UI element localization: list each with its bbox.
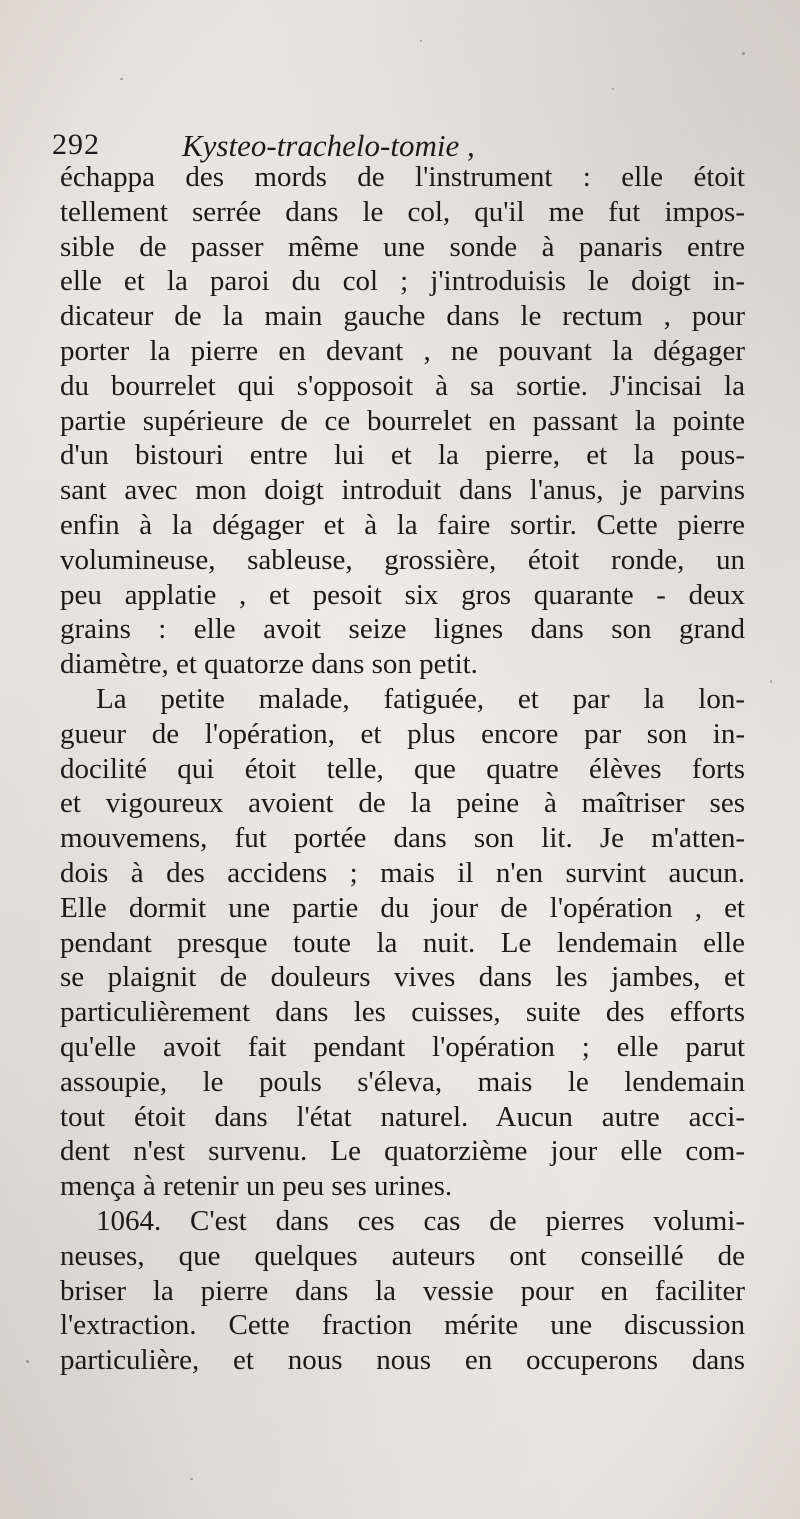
text-line: se plaignit de douleurs vives dans les jambes, et	[60, 961, 745, 994]
text-line: dicateur de la main gauche dans le rectum , pour	[60, 300, 745, 333]
body-text	[60, 160, 745, 1378]
text-line: La petite malade, fatiguée, et par la lon-	[96, 682, 745, 715]
text-line: qu'elle avoit fait pendant l'opération ; elle parut	[60, 1030, 745, 1063]
text-line: et vigoureux avoient de la peine à maîtriser ses	[60, 787, 745, 820]
paper-speck	[770, 680, 772, 683]
text-line: dent n'est survenu. Le quatorzième jour elle com-	[60, 1135, 745, 1168]
running-head: Kysteo-trachelo-tomie ,	[182, 128, 475, 163]
text-line: Elle dormit une partie du jour de l'opération , et	[60, 891, 745, 924]
text-line: volumineuse, sableuse, grossière, étoit ronde, un	[60, 543, 745, 576]
paper-speck	[120, 78, 123, 80]
text-line: 1064. C'est dans ces cas de pierres volumi-	[96, 1204, 745, 1237]
paper-speck	[742, 52, 745, 55]
paper-speck	[26, 1360, 29, 1363]
text-line: l'extraction. Cette fraction mérite une discussion	[60, 1309, 745, 1342]
text-line: peu applatie , et pesoit six gros quarante - deux	[60, 578, 745, 611]
text-line: grains : elle avoit seize lignes dans son grand	[60, 613, 745, 646]
text-line: docilité qui étoit telle, que quatre élèves forts	[60, 752, 745, 785]
text-line: porter la pierre en devant , ne pouvant la dégager	[60, 334, 745, 367]
text-line: particulière, et nous nous en occuperons dans	[60, 1344, 745, 1377]
paper-speck	[612, 88, 614, 90]
text-line: diamètre, et quatorze dans son petit.	[60, 648, 478, 681]
text-line: particulièrement dans les cuisses, suite des efforts	[60, 996, 745, 1029]
text-line: pendant presque toute la nuit. Le lendemain elle	[60, 926, 745, 959]
text-line: gueur de l'opération, et plus encore par son in-	[60, 717, 745, 750]
text-line: assoupie, le pouls s'éleva, mais le lendemain	[60, 1065, 745, 1098]
text-line: d'un bistouri entre lui et la pierre, et la pous-	[60, 439, 745, 472]
paragraph	[60, 1204, 745, 1378]
paragraph	[60, 160, 745, 682]
page-number: 292	[52, 128, 100, 161]
text-line: sant avec mon doigt introduit dans l'anus, je parvins	[60, 474, 745, 507]
paper-speck	[420, 40, 422, 42]
text-line: échappa des mords de l'instrument : elle étoit	[60, 161, 745, 193]
paper-speck	[190, 1478, 193, 1480]
text-line: sible de passer même une sonde à panaris entre	[60, 230, 745, 263]
text-line: partie supérieure de ce bourrelet en passant la pointe	[60, 404, 745, 437]
paragraph	[60, 682, 745, 1204]
text-line: mouvemens, fut portée dans son lit. Je m'atten-	[60, 822, 745, 855]
text-line: tout étoit dans l'état naturel. Aucun autre acci-	[60, 1100, 745, 1133]
text-line: enfin à la dégager et à la faire sortir. Cette pierre	[60, 508, 745, 541]
text-line: elle et la paroi du col ; j'introduisis le doigt in-	[60, 265, 745, 298]
text-line: tellement serrée dans le col, qu'il me fut impos-	[60, 195, 745, 228]
text-line: du bourrelet qui s'opposoit à sa sortie. J'incisai la	[60, 369, 745, 402]
text-line: mença à retenir un peu ses urines.	[60, 1170, 453, 1203]
text-line: dois à des accidens ; mais il n'en survint aucun.	[60, 856, 745, 889]
text-line: neuses, que quelques auteurs ont conseillé de	[60, 1239, 745, 1272]
text-line: briser la pierre dans la vessie pour en faciliter	[60, 1274, 745, 1307]
